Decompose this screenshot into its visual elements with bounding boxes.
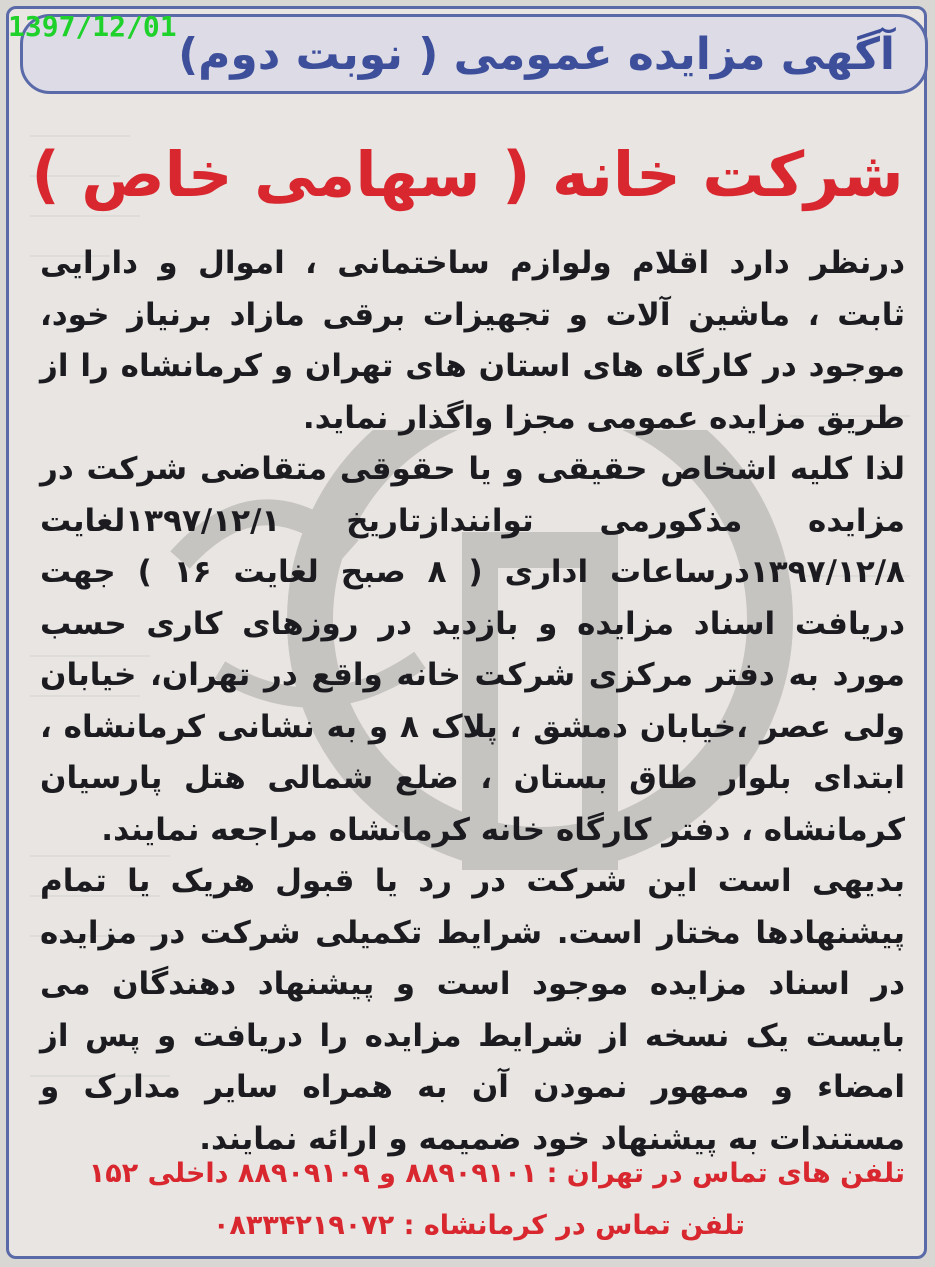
company-name: شرکت خانه ( سهامی خاص ) (31, 138, 904, 211)
body-paragraph-details: لذا کلیه اشخاص حقیقی و یا حقوقی متقاضی شرکت در مزایده مذکورمی توانندازتاریخ ۱۳۹۷/۱۲/۱لغایت ۱۳۹۷/۱۲/۸درساعات اداری ( ۸ صبح لغایت ۱۶ ) جهت دریافت اسناد مزایده و بازدید در روزهای کاری حسب مورد به دفتر مرکزی شرکت خانه واقع در تهران، خیابان ولی عصر ،خیابان دمشق ، پلاک ۸ و به نشانی کرمانشاه ، ابتدای بلوار طاق بستان ، ضلع شمالی هتل پارسیان کرمانشاه ، دفتر کارگاه خانه کرمانشاه مراجعه نمایند. (40, 451, 905, 848)
body-paragraph-conditions: بدیهی است این شرکت در رد یا قبول هریک یا تمام پیشنهادها مختار است. شرایط تکمیلی شرکت در مزایده در اسناد مزایده موجود است و پیشنهاد دهندگان می بایست یک نسخه از شرایط مزایده را دریافت و پس از امضاء و ممهور نمودن آن به همراه سایر مدارک و مستندات به پیشنهاد خود ضمیمه و ارائه نمایند. (40, 863, 905, 1157)
date-stamp: 1397/12/01 (8, 10, 177, 43)
ad-body (40, 238, 905, 1165)
contact-kermanshah: تلفن تماس در کرمانشاه : ۰۸۳۳۴۲۱۹۰۷۲ (212, 1210, 745, 1241)
contact-tehran: تلفن های تماس در تهران : ۸۸۹۰۹۱۰۱ و ۸۸۹۰۹۱۰۹ داخلی ۱۵۲ (88, 1158, 905, 1189)
body-paragraph-intro: درنظر دارد اقلام ولوازم ساختمانی ، اموال و دارایی ثابت ، ماشین آلات و تجهیزات برقی مازاد برنیاز خود، موجود در کارگاه های استان های تهران و کرمانشاه را از طریق مزایده عمومی مجزا واگذار نماید. (40, 245, 905, 436)
header-title: آگهی مزایده عمومی ( نوبت دوم) (178, 28, 895, 80)
